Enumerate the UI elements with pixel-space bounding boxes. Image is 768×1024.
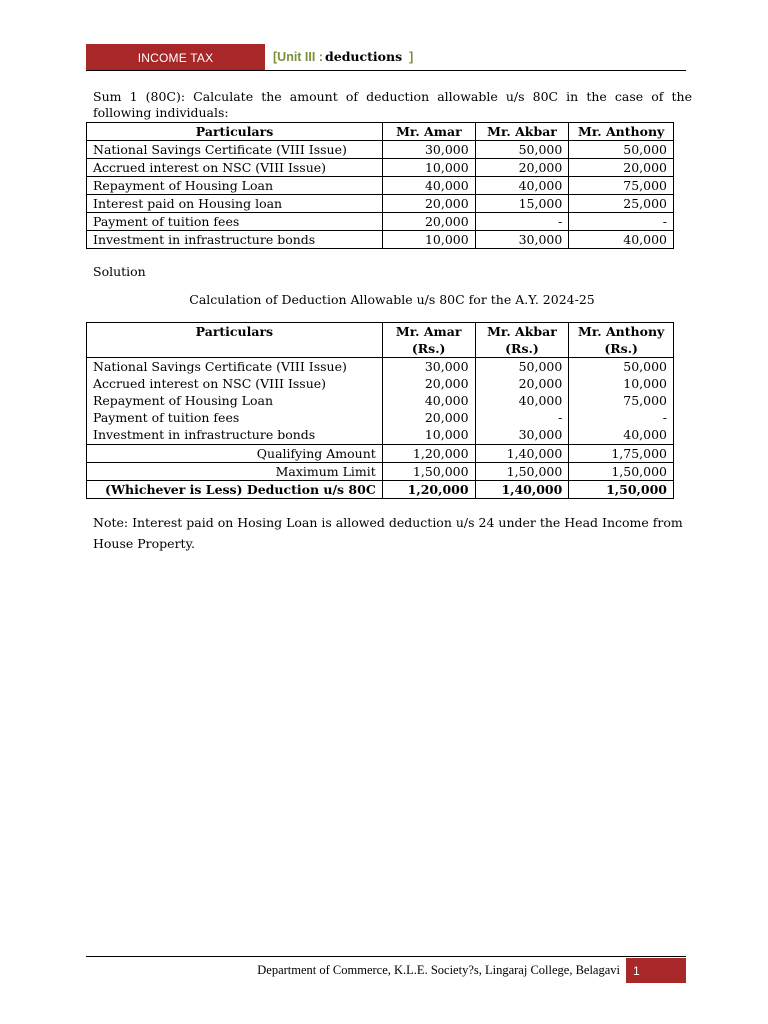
table-header-row xyxy=(87,123,674,141)
calculation-title: Calculation of Deduction Allowable u/s 80C for the A.Y. 2024-25 xyxy=(189,292,595,307)
solution-label: Solution xyxy=(93,264,146,279)
col-header: Mr. Anthony xyxy=(569,123,674,141)
maximum-limit-row: Maximum Limit 1,50,000 1,50,000 1,50,000 xyxy=(87,463,674,481)
table-row: Payment of tuition fees 20,000 - - xyxy=(87,213,674,231)
col-header: Mr. Amar (Rs.) xyxy=(382,323,475,358)
header-title: INCOME TAX xyxy=(137,50,214,65)
header-topic: deductions xyxy=(325,49,403,64)
table-row: Interest paid on Housing loan 20,000 15,000 25,000 xyxy=(87,195,674,213)
header-title-box xyxy=(86,44,265,71)
table-header-row xyxy=(87,323,674,358)
col-header: Particulars xyxy=(87,123,383,141)
table-row: Investment in infrastructure bonds 10,000 30,000 40,000 xyxy=(87,426,674,445)
col-header: Mr. Amar xyxy=(383,123,476,141)
table-row: National Savings Certificate (VIII Issue) 30,000 50,000 50,000 xyxy=(87,141,674,159)
page-number: 1 xyxy=(633,963,640,978)
solution-table xyxy=(86,322,674,499)
table-row: Accrued interest on NSC (VIII Issue) 10,000 20,000 20,000 xyxy=(87,159,674,177)
table-row: National Savings Certificate (VIII Issue) 30,000 50,000 50,000 xyxy=(87,358,674,376)
page-number-box xyxy=(626,958,686,983)
col-header: Particulars xyxy=(87,323,383,358)
footer-divider xyxy=(86,956,686,957)
col-header: Mr. Akbar (Rs.) xyxy=(475,323,569,358)
table-row: Payment of tuition fees 20,000 - - xyxy=(87,409,674,426)
question-text: Sum 1 (80C): Calculate the amount of deduction allowable u/s 80C in the case of the following individuals: xyxy=(93,89,692,120)
col-header: Mr. Anthony (Rs.) xyxy=(569,323,674,358)
col-header: Mr. Akbar xyxy=(475,123,569,141)
note-text: Note: Interest paid on Hosing Loan is allowed deduction u/s 24 under the Head Income from House Property. xyxy=(93,515,683,551)
qualifying-amount-row: Qualifying Amount 1,20,000 1,40,000 1,75,000 xyxy=(87,445,674,463)
question-table xyxy=(86,122,674,249)
table-row: Repayment of Housing Loan 40,000 40,000 75,000 xyxy=(87,392,674,409)
header-unit: [Unit III : deductions ] xyxy=(273,49,414,64)
table-row: Repayment of Housing Loan 40,000 40,000 75,000 xyxy=(87,177,674,195)
footer-text: Department of Commerce, K.L.E. Society?s, Lingaraj College, Belagavi xyxy=(257,963,620,977)
table-row: Investment in infrastructure bonds 10,000 30,000 40,000 xyxy=(87,231,674,249)
table-row: Accrued interest on NSC (VIII Issue) 20,000 20,000 10,000 xyxy=(87,375,674,392)
header-divider xyxy=(86,70,686,71)
deduction-row: (Whichever is Less) Deduction u/s 80C 1,20,000 1,40,000 1,50,000 xyxy=(87,481,674,499)
